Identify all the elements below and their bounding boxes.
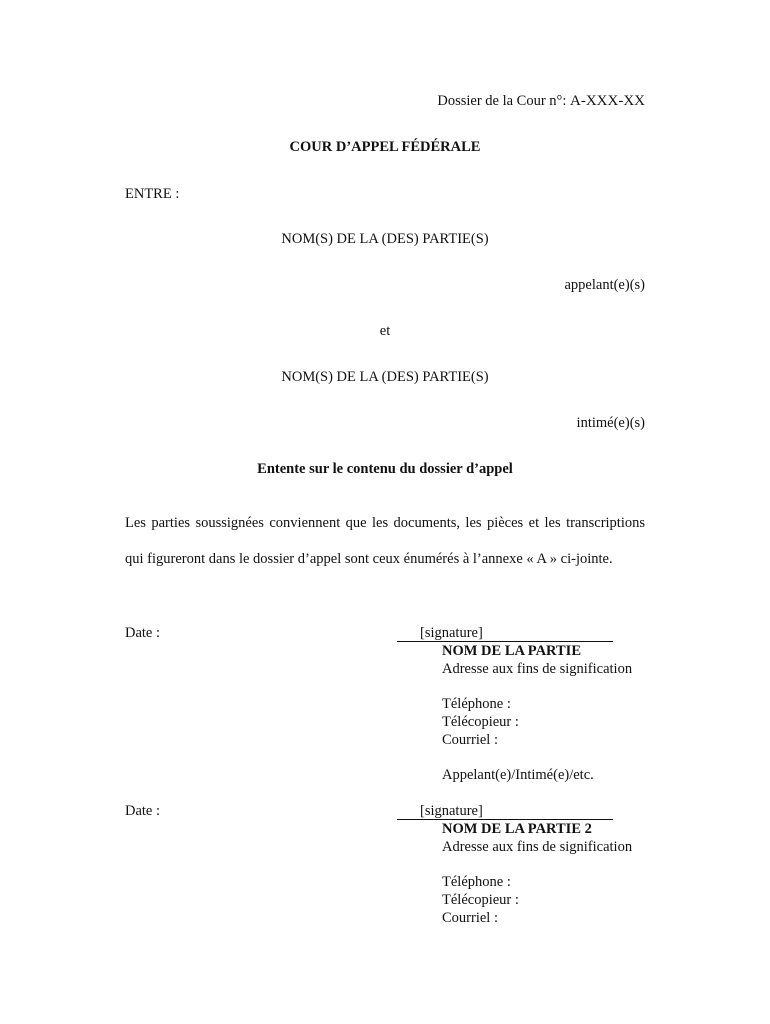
signature-placeholder: [signature] [420,803,483,819]
party-name: NOM DE LA PARTIE 2 [442,821,592,837]
agreement-title: Entente sur le contenu du dossier d’appel [257,461,513,477]
court-title: COUR D’APPEL FÉDÉRALE [289,139,481,155]
phone-label: Téléphone : [442,874,511,890]
email-label: Courriel : [442,910,498,926]
date-label: Date : [125,803,161,819]
signature-placeholder: [signature] [420,625,483,641]
between-label: ENTRE : [125,186,180,202]
signature-block-details [442,642,632,784]
file-number-label: Dossier de la Cour n°: [437,93,567,109]
party-name: NOM DE LA PARTIE [442,643,581,659]
service-address-label: Adresse aux fins de signification [442,839,633,855]
court-file-number [437,92,645,110]
signature-line [397,802,613,820]
date-label: Date : [125,625,161,641]
agreement-paragraph: Les parties soussignées conviennent que les documents, les pièces et les transcriptions qui figureront dans le dossier d’appel sont ceux énumérés à l’annexe « A » ci-jointe. [125,515,645,567]
party-role-label: Appelant(e)/Intimé(e)/etc. [442,767,594,783]
signature-line [397,624,613,642]
phone-label: Téléphone : [442,696,511,712]
service-address-label: Adresse aux fins de signification [442,661,633,677]
fax-label: Télécopieur : [442,892,519,908]
and-label: et [379,323,391,339]
file-number-value: A-XXX-XX [570,93,645,109]
email-label: Courriel : [442,732,498,748]
respondent-role-label: intimé(e)(s) [576,415,645,431]
respondent-party-names: NOM(S) DE LA (DES) PARTIE(S) [281,369,489,385]
appellant-role-label: appelant(e)(s) [564,277,645,293]
signature-block-details [442,820,632,927]
appellant-party-names: NOM(S) DE LA (DES) PARTIE(S) [281,231,489,247]
fax-label: Télécopieur : [442,714,519,730]
